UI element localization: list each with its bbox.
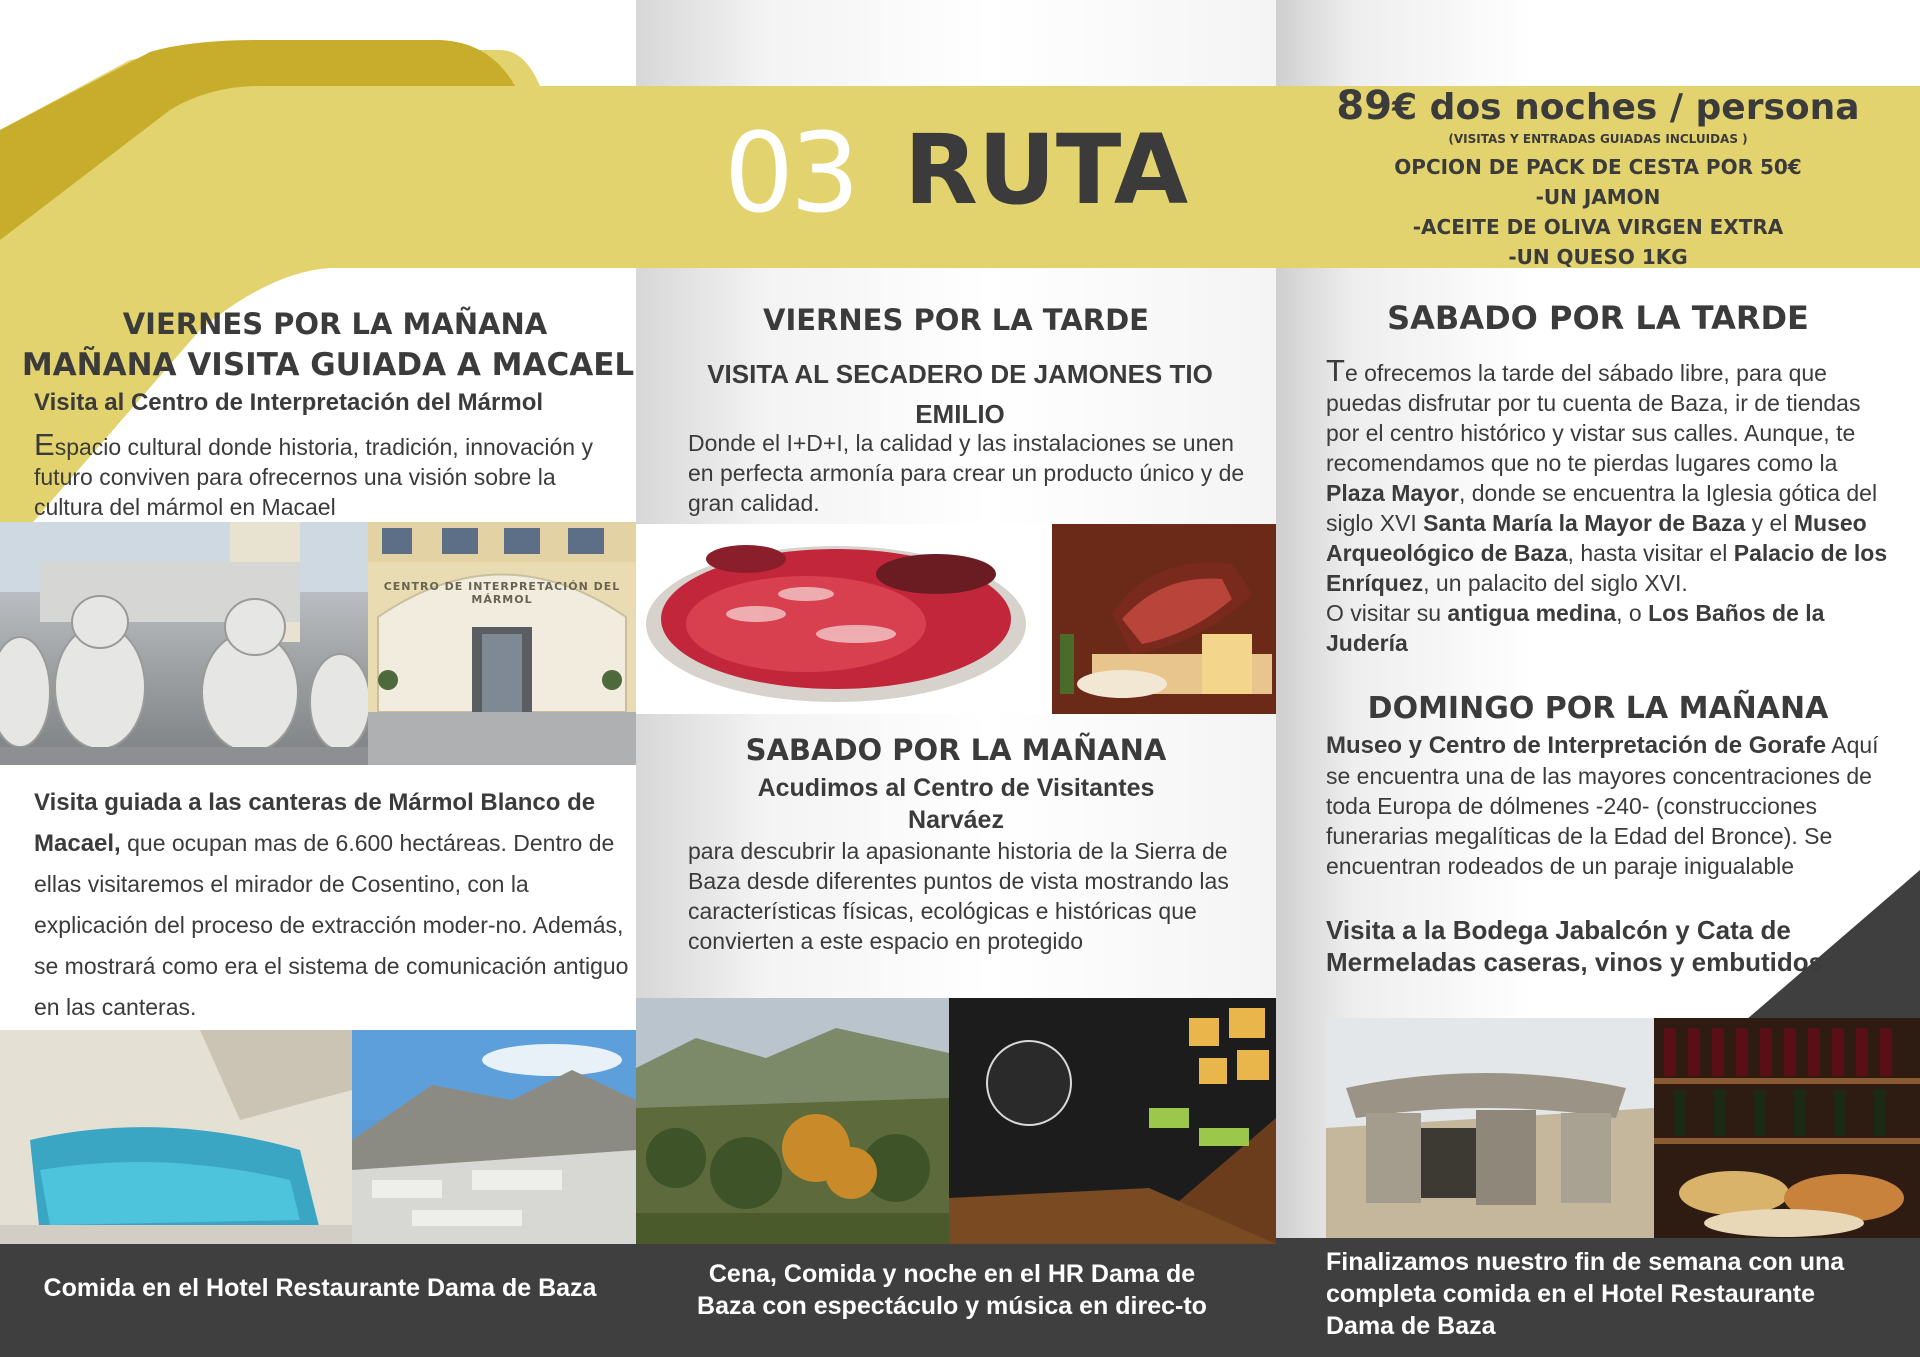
quarry-visit-text: que ocupan mas de 6.600 hectáreas. Dentro de ellas visitaremos el mirador de Cosentino, con la explicación del proceso de extracción moder-no. Además, se mostrará como era el sistema de comunicación antiguo en las canteras. <box>34 830 629 1020</box>
quarry-visit-bold: Visita guiada a las canteras de Mármol Blanco de Macael, <box>34 789 596 857</box>
baza-text: , hasta visitar el <box>1567 540 1734 566</box>
left-subtitle-marble-center: Visita al Centro de Interpretación del Mármol <box>34 389 544 416</box>
photo-lion-fountain <box>0 522 368 765</box>
photo-quarry-terraces <box>352 1030 636 1244</box>
right-footer-bar <box>1276 1238 1920 1357</box>
santa-maria: Santa María la Mayor de Baza <box>1423 510 1746 536</box>
photo-wine-bodega <box>1654 1018 1920 1238</box>
pack-item: -UN QUESO 1KG <box>1508 245 1688 269</box>
palacio-enriquez: Palacio de los Enríquez <box>1326 540 1888 596</box>
left-heading-friday-morning: VIERNES POR LA MAÑANA <box>122 307 548 341</box>
price-note: (VISITAS Y ENTRADAS GUIADAS INCLUIDAS ) <box>1448 132 1748 146</box>
middle-footer-text: Cena, Comida y noche en el HR Dama de Baza con espectáculo y música en direc-to <box>697 1260 1207 1320</box>
baza-text: , o <box>1616 600 1649 626</box>
left-paragraph-text: spacio cultural donde historia, tradición, innovación y futuro conviven para ofrecernos una visión sobre la cultura del mármol en Macael <box>34 434 593 520</box>
baza-text: , donde se encuentra la Iglesia gótica del siglo XVI <box>1326 480 1878 536</box>
right-bodega-visit: Visita a la Bodega Jabalcón y Cata de Mermeladas caseras, vinos y embutidos <box>1326 915 1824 977</box>
baza-text: y el <box>1745 510 1794 536</box>
route-title: RUTA <box>904 114 1189 226</box>
left-heading-macael-visit: MAÑANA VISITA GUIADA A MACAEL <box>21 347 635 383</box>
pack-item: -UN JAMON <box>1535 185 1661 209</box>
left-footer-bar <box>0 1244 636 1357</box>
middle-paragraph-ham: Donde el I+D+I, la calidad y las instalaciones se unen en perfecta armonía para crear un producto único y de gran calidad. <box>688 430 1245 516</box>
drop-initial: E <box>34 427 55 462</box>
left-paragraph-marble-culture <box>34 427 630 522</box>
left-paragraph-quarry-visit <box>34 782 634 1028</box>
right-paragraph-baza <box>1326 353 1896 658</box>
middle-sub-visitor-center: Acudimos al Centro de Visitantes Narváez <box>757 774 1155 834</box>
right-paragraph-gorafe <box>1326 730 1896 881</box>
photo-sierra-landscape <box>636 998 949 1244</box>
baza-text: , un palacito del siglo XVI. <box>1423 570 1688 596</box>
price-unit: € dos noches / persona <box>1392 87 1860 128</box>
route-number: 03 <box>724 109 856 237</box>
photo-ham-leg <box>1052 524 1276 714</box>
right-heading-saturday-afternoon: SABADO POR LA TARDE <box>1387 299 1809 337</box>
pack-item: -ACEITE DE OLIVA VIRGEN EXTRA <box>1412 215 1784 239</box>
baza-text: O visitar su <box>1326 600 1448 626</box>
antigua-medina: antigua medina <box>1447 600 1617 626</box>
banos-juderia: Los Baños de la Judería <box>1326 600 1825 656</box>
center-sign-text: CENTRO DE INTERPRETACIÓN DEL MÁRMOL <box>383 580 621 606</box>
gorafe-text: Aquí se encuentra una de las mayores concentraciones de toda Europa de dólmenes -240- (construcciones funerarias megalíticas de la Edad del Bronce). Se encuentran rodeados de un paraje inigualable <box>1326 732 1879 879</box>
museo-arqueologico: Museo Arqueológico de Baza <box>1326 510 1867 566</box>
right-footer-text: Finalizamos nuestro fin de semana con una completa comida en el Hotel Restaurante Dama de Baza <box>1326 1248 1845 1340</box>
middle-heading-saturday-morning: SABADO POR LA MAÑANA <box>745 733 1167 767</box>
photo-ham-plate <box>636 524 1056 714</box>
photo-visitor-center-interior <box>949 998 1276 1244</box>
left-panel <box>0 0 636 1357</box>
photo-quarry-lake <box>0 1030 352 1244</box>
right-panel <box>1276 0 1920 1357</box>
photo-interpretation-center <box>368 522 636 765</box>
middle-sub-ham-dryer: VISITA AL SECADERO DE JAMONES TIO EMILIO <box>707 359 1213 429</box>
gorafe-bold: Museo y Centro de Interpretación de Gorafe <box>1326 732 1827 759</box>
pack-offer: OPCION DE PACK DE CESTA POR 50€ <box>1394 155 1802 179</box>
right-heading-sunday-morning: DOMINGO POR LA MAÑANA <box>1367 691 1829 726</box>
baza-text: e ofrecemos la tarde del sábado libre, para que puedas disfrutar por tu cuenta de Baza, ir de tiendas por el centro histórico y vistar sus calles. Aunque, te recomendamos que no te pierdas lugares como la <box>1326 360 1861 476</box>
left-footer-text: Comida en el Hotel Restaurante Dama de Baza <box>43 1274 597 1302</box>
drop-initial: T <box>1326 353 1345 388</box>
middle-panel <box>636 0 1276 1357</box>
middle-footer-bar <box>636 1244 1276 1357</box>
price-amount: 89 <box>1336 83 1393 129</box>
middle-paragraph-sierra-baza: para descubrir la apasionante historia de la Sierra de Baza desde diferentes puntos de vista mostrando las características físicas, ecológicas e históricas que convierten a este espacio en protegido <box>688 838 1229 954</box>
photo-dolmen <box>1326 1018 1654 1238</box>
middle-heading-friday-afternoon: VIERNES POR LA TARDE <box>763 303 1149 337</box>
plaza-mayor: Plaza Mayor <box>1326 480 1459 506</box>
